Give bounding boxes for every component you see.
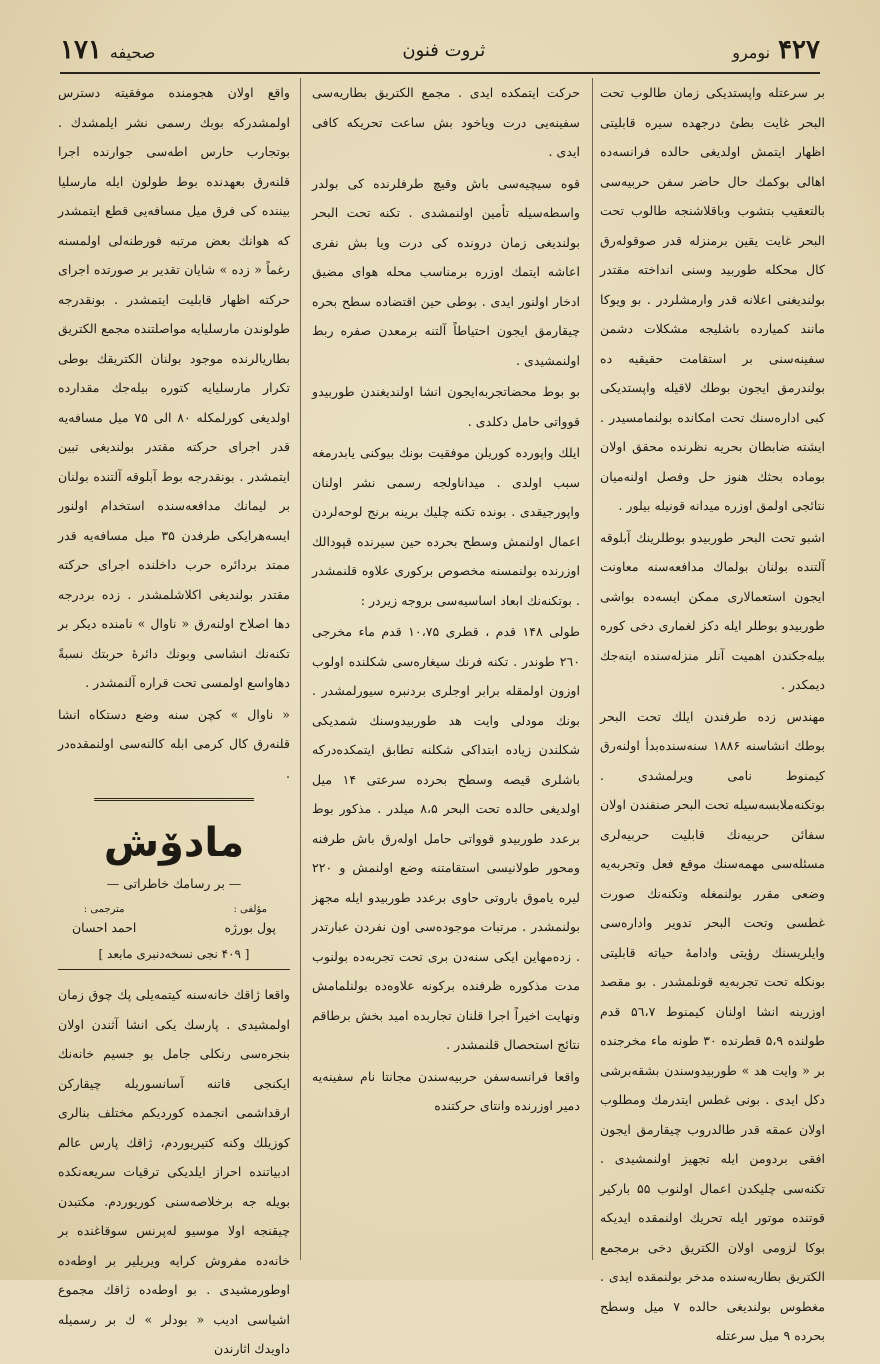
author-name: پول بورژه [224, 920, 276, 935]
translator-name: احمد احسان [72, 920, 137, 935]
serial-credits [72, 901, 276, 937]
paragraph: بو بوط محضاتجربەايجون انشا اولنديغندن طوربيدو قوواتی حامل دكلدی . [312, 384, 580, 429]
column-rule-left [300, 78, 301, 1260]
serial-subtitle: — بر رسامك خاطراتی — [106, 876, 242, 891]
edition-note: [ ۴۰۹ نجی نسخەدنبری مابعد ] [98, 947, 250, 961]
issue-label: نومرو [732, 43, 771, 62]
header-rule [60, 72, 820, 74]
paragraph: ايلك واپورده كوريلن موفقيت بونك بيوكنی يابدرمغه سبب اولدی . ميداناولجه رسمی نشر اولنان واپورجيقدی . بونده تكنه چليك برينه برنج لوحەلردن اعمال اولنمش وسطح بحرده حين سيرنده قپودالك اوزرنده بولنمسنه مخصوص بركوری علاوه قلنمشدر . بوتكنەنك ابعاد اساسيەسی بروجه زيردر : [312, 445, 580, 608]
paragraph: « ناوال » كچن سنه وضع دستكاه انشا قلنەرق كال كرمی ابله كالنەسی اولنمقدەدر . [58, 706, 290, 781]
serial-body: واقعا ژاقك خانەسنه كيتمەيلی پك چوق زمان اولمشيدی . پارسك يكی انشا آثندن اولان بنجرەسی رنكلی جامل بو جسيم خانەنك ايكنجی قاتنه آسانسوريله چيقاركن ارقداشمی انجمده كوردیكم مختلف بنالری كوزيلك وكنه كتيريوردم، ژاقك پارس عالم ادبياتنده احراز ايلديكی ترقيات سريعەنكده بويله جه برخلاصەسنی كوريوردم. مكتبدن چيقنجه اولا موسيو لەپرنس سوقاغنده بر خانەده مفروش كرايه ويريلير بر اوطەده اوطورمشيدی . بو اوطەده ژاقك مجموع اشياسی ادیب « بودلر » ك بر رسميله داويدك اثارندن [58, 987, 290, 1356]
column-middle [312, 78, 580, 1260]
column-right [600, 78, 825, 1343]
section-divider [94, 798, 254, 801]
author-label: مؤلفی : [233, 904, 267, 915]
page-number-block [60, 35, 155, 65]
paragraph: حركت ايتمكده ايدی . مجمع الكتريق بطاريەسی سفينەيی درت وياخود بش ساعت تحريكه كافی ايدی . [312, 85, 580, 159]
journal-title: ثروت فنون [402, 39, 486, 61]
page-number: ۱۷۱ [60, 35, 102, 65]
paragraph: قوه سيچيەسی باش وقيچ طرفلرنده كی بولدر واسطەسيله تأمين اولنمشدی . تكنه تحت البحر بولنديغی زمان درونده كی درت ويا بش نفری اعاشه ايتمك اوزره برمناسب محله هوای مضيق ادخار اولنور ايدی . بوطی حين اقتضاده سطح بحره چيقارمق ايجون احتياطاً آلتنه برمعدن صفره ربط اولنمشيدی . [312, 175, 580, 368]
issue-number: ۴۲۷ [778, 35, 820, 65]
paragraph: واقع اولان هجومنده موفقيته دسترس اولمشدركه بوبك رسمی نشر ايلمشدك . بوتجارب حارس اطەسی جوارنده اجرا قلنەرق بعهدنده بوط طولون ايله مارسليا بيننده كی فرق ميل مسافەيی قطع ايتمشدر كه هوانك بعض مرتبه فورطنەلی اولمسنه رغماً « زده » شايان تقدير بر صورتده اجرای حركته اظهار قابليت ايتمشدر . بونقدرجه طولوندن مارسليايه مواصلتنده مجمع الكتريق بطاريالرنده موجود بولنان الكتريقك بوطی تكرار مارسليايه كتوره بيلەجك مقدارده اولديغی كورلمكله ۸۰ الی ۷۵ ميل مسافەيه قدر اجرای حركته مقتدر بولنديغی تبين ايتمشدر . بونقدرجه بوط آبلوقه آلتنده بولنان بر ليمانك مدافعەسنده استخدام اولنور ايسەهرايكی طرفدن ۳۵ ميل مسافەيه قدر ممتد بردائره حرب داخلنده اجرای حركته مقتدر بولنديغی اكلاشلمشدر . زده بردرجه دها اصلاح اولنەرق « ناوال » نامنده ديكر بر تكنەنك انشاسی وبونك دائرهٔ حربتك نسبةً دهاواسع اولمسی تحت قراره آلنمشدر . [58, 85, 290, 690]
translator-label: مترجمی : [83, 904, 125, 915]
thin-rule [58, 969, 290, 970]
paragraph: مهندس زده طرفندن ايلك تحت البحر بوطك انشاسنه ۱۸۸۶ سنەسندەبدأ اولنەرق كيمنوط نامی ويرلمشدی . بوتكنەملابسەسيله تحت البحر صنفندن اولان سفائن حربيەنك قابليت حربيەلری مسئلەسی مهمەسنك موقع فعل وتجربەيه وضعی مقرر بولنمغله وتكنەنك صورت غطسی وتحت البحر تدوير وادارەسی وايلريسنك رؤيتی وادامۀ حياته قابليتی بونكله تحت تجربەيه قونلمشدر . بو مقصد اوزرينه انشا اولنان كيمنوط ۵٦،۷ قدم طولنده ۵،۹ قطرنده ۳۰ طونه ماء مخرجنده بر « وايت هد » طوربيدوسندن بشقەبرشی دكل ايدی . بونی غطس ايتدرمك ومطلوب اولان عمقه قدر طالدروب چيقارمق ايجون افقی بردومن ايله تجهيز اولنمشيدی . تكنەسی چليكدن اعمال اولنوب ۵۵ باركير قوتنده موتور ايله تحريك اولنمقده ايدیكه بوكا لزومی اولان الكتريق دخی برمجمع الكتريق بطاريەسنده مدخر بولنمقده ايدی . مغطوس بولنديغی حالده ۷ ميل وسطح بحرده ۹ ميل سرعتله [600, 708, 825, 1343]
page-label: صحيفه [109, 43, 156, 62]
paragraph: واقعا فرانسەسفن حربيەسندن مجانتا نام سفينەيه دمير اوزرنده وانتای حركتنده [312, 1068, 580, 1113]
author-credit [224, 901, 276, 937]
issue-number-block [732, 35, 820, 65]
page-header [60, 30, 820, 70]
paragraph: بر سرعتله واپستدیکی زمان طالوب تحت البحر غايت بطئ درجهده سيره قابليتی اظهار ايتمش اولديغی حالده فرانسەده اهالی بوكمك حال حاضر سفن حربيەسی بالتعقيب بتشوب وباقلاشنجه طالوب تحت البحر غايت يقين برمنزله قدر صوقولەرق كال محكله طوربيد وسنی انداخته مقتدر بولنديغنی اعلانه قدر وارمشلردر . بو ويوكا مانند كميارده باشليجه مشكلات دشمن سفينەسنی بر استقامت حقيقيه ده بولندرمق ايجون بوطك لاقيله واپستدیكی كبی ادارەسنك تحت امكانده بولنمامسيدر . ايشته ضابطان بحريه نظرنده محقق اولان بوماده بحثك هنوز حل وفصل اولنەميان نتائجی اولمق اوزره ميدانه قونيله بيلور . [600, 85, 825, 513]
column-left [58, 78, 290, 1356]
paragraph: اشبو تحت البحر طوربيدو بوطلرينك آبلوقه آلتنده بولنان بولماك مدافعەسنه معاونت ايجون استعمالاری ممكن ايسەده بواشی طوربيدو بوطلر ايله دكز لغماری دخی كوره بيلەجكندن اهميت آنلر منزلەسنده اينەجك ديمكدر . [600, 529, 825, 692]
column-rule-right [592, 78, 593, 1260]
serial-title: مادۆش [103, 820, 245, 866]
paragraph: طولی ۱۴۸ قدم ، قطری ۱۰،۷۵ قدم ماء مخرجی ۲٦۰ طوندر . تكنه فرنك سيغارەسی شكلنده اولوب اوزون اولمقله برابر اوجلری بردنبره سيورلمشدر . بونك مودلی وايت هد طوربيدوسنك شمديكی شكلندن زياده ابتداكی شكلنه تطابق ايتمكدەدركه باشلری قيصه وسطح بحرده سرعتی ۱۴ ميل اولديغی حالده تحت البحر ۸،۵ ميلدر . مذكور بوط برعدد طوربيدو قوواتی حامل اولەرق باش طرفنه ومحور طولانيسی استقامتنه وضع اولنمش و ۲۲۰ ليره ياموق باروتی حاوی برعدد طوربيدو ايله مجهز بولنمشدر . مرتبات موجودەسی اون نفردن عبارتدر . زدەمهاين ايكی سنەدن بری تحت تجربەده بولنوب مدت مذكوره ظرفنده بركونه علاوەده بولنلمامش ونهايت اخيراً اجرا قلنان تجاربده اميد بخش برطاقم نتائج استحصال قلنمشدر . [312, 624, 580, 1052]
translator-credit [72, 901, 136, 937]
